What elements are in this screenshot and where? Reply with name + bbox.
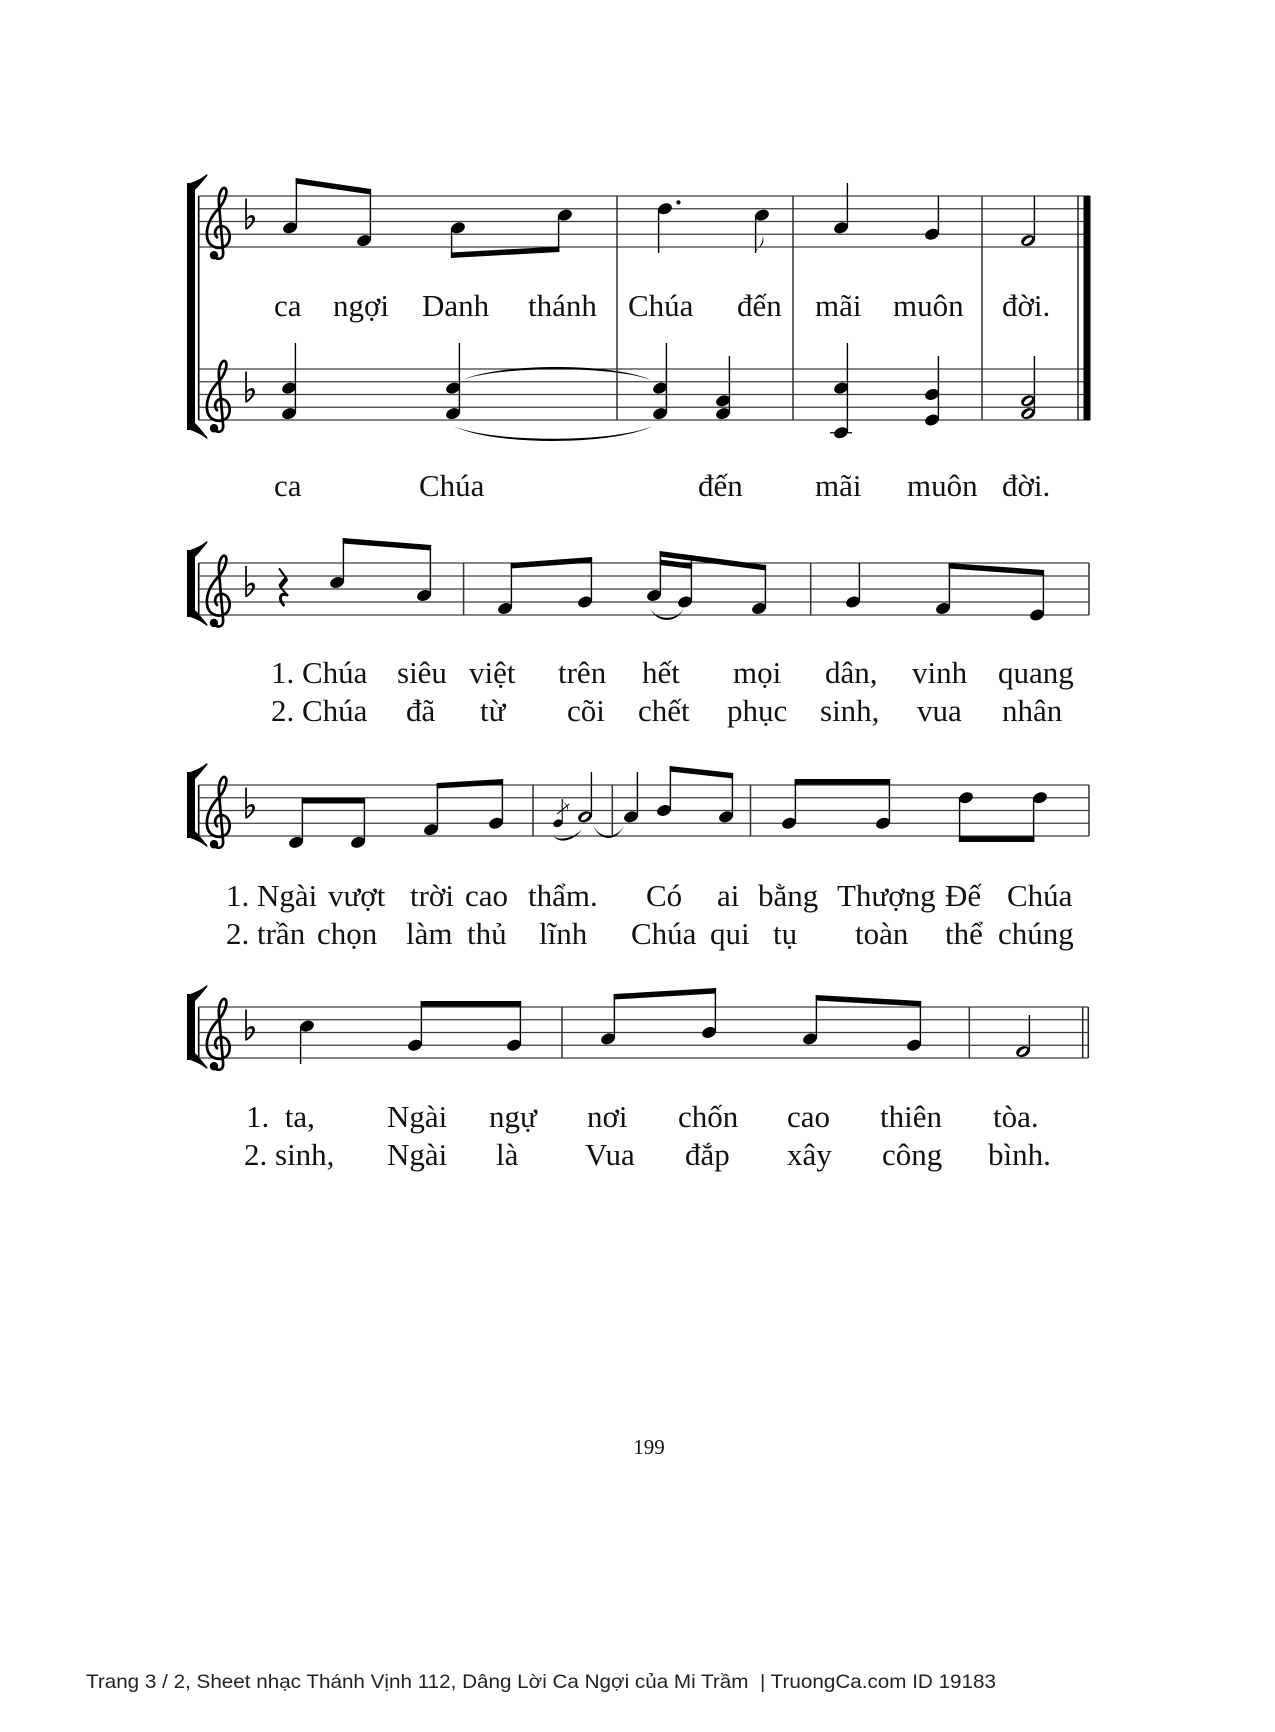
lyric-word: ngự bbox=[489, 1099, 537, 1134]
bracket-bottom-hook bbox=[187, 831, 208, 847]
note-G4-quarter bbox=[924, 196, 941, 242]
lyric-word: mọi bbox=[733, 655, 782, 690]
beam bbox=[795, 779, 890, 785]
flat-bulb bbox=[247, 388, 255, 403]
lyric-word: cao bbox=[787, 1099, 831, 1134]
rest-stroke bbox=[280, 579, 287, 587]
final-barline-thick bbox=[1084, 196, 1091, 420]
lyric-word: mãi bbox=[815, 288, 862, 323]
key-signature-flat-icon bbox=[245, 566, 255, 597]
lyric-word: thể bbox=[945, 916, 983, 951]
beam bbox=[451, 247, 559, 259]
lyric-word: 1. ta, bbox=[246, 1099, 315, 1134]
lyric-word: Chúa bbox=[631, 916, 697, 951]
lyric-word: Thượng bbox=[837, 878, 936, 913]
lyric-word: chốn bbox=[678, 1099, 739, 1134]
lyric-word: vượt bbox=[328, 878, 386, 913]
lyric-word: muôn bbox=[907, 468, 978, 503]
lyric-word: sinh, bbox=[820, 693, 880, 728]
lyric-word: 2. sinh, bbox=[244, 1137, 335, 1172]
lyric-word: chết bbox=[638, 693, 690, 728]
lyric-word: qui bbox=[710, 916, 750, 951]
lyric-word: Vua bbox=[585, 1137, 635, 1172]
key-signature-flat-icon bbox=[245, 1010, 255, 1041]
beam bbox=[343, 538, 431, 551]
bracket-top-hook bbox=[187, 985, 208, 1001]
lyric-word: 2. Chúa bbox=[271, 693, 368, 728]
lyric-word: quang bbox=[998, 655, 1074, 690]
lyric-word: cao bbox=[465, 878, 509, 913]
note-G4-eighth bbox=[407, 1001, 424, 1053]
lyric-word: trời bbox=[410, 878, 454, 913]
staff bbox=[199, 343, 1091, 503]
footer-caption: Trang 3 / 2, Sheet nhạc Thánh Vịnh 112, Dâng Lời Ca Ngợi của Mi Trầm | TruongCa.com ID 19183 bbox=[86, 1671, 996, 1693]
note-G4-eighth bbox=[906, 1001, 923, 1053]
note-C5-eighth bbox=[557, 208, 574, 252]
note-E4-eighth bbox=[1029, 570, 1046, 622]
lyric-word: thủ bbox=[467, 916, 507, 951]
quarter-rest-icon bbox=[280, 569, 288, 605]
lyric-word: ngợi bbox=[333, 288, 390, 323]
bracket-bottom-hook bbox=[187, 423, 208, 439]
lyric-word: tụ bbox=[773, 916, 798, 951]
treble-clef-stroke bbox=[207, 361, 230, 432]
key-signature-flat-icon bbox=[245, 788, 255, 819]
lyric-line-verse-2 bbox=[244, 1137, 1051, 1172]
treble-clef-ball bbox=[210, 424, 218, 432]
note-D5-eighth bbox=[958, 790, 975, 842]
lyric-word: thánh bbox=[528, 288, 597, 323]
treble-clef-ball bbox=[210, 840, 218, 848]
lyric-word: ca bbox=[274, 288, 302, 323]
flat-stem bbox=[245, 372, 247, 403]
tie-slur bbox=[453, 426, 653, 441]
flat-bulb bbox=[247, 582, 255, 597]
note-F4-half bbox=[1015, 1015, 1032, 1059]
lyric-word: bình. bbox=[988, 1137, 1051, 1172]
key-signature-flat-icon bbox=[245, 372, 255, 403]
tie-slur bbox=[650, 608, 684, 620]
note-flag bbox=[756, 236, 764, 253]
bracket-top-hook bbox=[187, 174, 208, 190]
note-A4-F4-half bbox=[1020, 356, 1037, 421]
lyric-word: đời. bbox=[1002, 468, 1051, 503]
treble-clef-ball bbox=[210, 619, 218, 627]
lyric-word: đã bbox=[406, 693, 436, 728]
note-A4-eighth bbox=[416, 545, 433, 603]
note-D4-eighth bbox=[288, 798, 305, 850]
lyric-word: cõi bbox=[567, 693, 605, 728]
note-A4-sixteenth bbox=[646, 551, 663, 603]
note-G4-eighth bbox=[781, 779, 798, 831]
lyric-word: toàn bbox=[855, 916, 909, 951]
lyric-word: Chúa bbox=[419, 468, 485, 503]
lyric-word: đời. bbox=[1002, 288, 1051, 323]
lyric-word: 1. Chúa bbox=[271, 655, 368, 690]
beam bbox=[296, 178, 371, 195]
flat-stem bbox=[245, 1010, 247, 1041]
score-systems bbox=[187, 174, 1091, 1172]
bracket-bottom-hook bbox=[187, 610, 208, 626]
lyric-word: nơi bbox=[587, 1099, 628, 1134]
lyric-word: là bbox=[496, 1137, 519, 1172]
lyric-word: 2. trần bbox=[226, 916, 306, 951]
lyric-word: vua bbox=[917, 693, 962, 728]
flat-stem bbox=[245, 199, 247, 230]
page-number: 199 bbox=[633, 1435, 665, 1459]
lyric-word: chọn bbox=[317, 916, 378, 951]
lyric-word: nhân bbox=[1002, 693, 1063, 728]
beam bbox=[660, 551, 766, 571]
beam bbox=[421, 1001, 521, 1007]
system-3 bbox=[187, 763, 1089, 951]
system-bracket bbox=[187, 994, 195, 1060]
lyric-word: trên bbox=[558, 655, 607, 690]
staff bbox=[199, 178, 1091, 323]
note-Bb4-eighth bbox=[701, 988, 718, 1040]
system-1 bbox=[187, 174, 1091, 503]
lyric-line-verse-2 bbox=[271, 693, 1063, 728]
flat-bulb bbox=[247, 215, 255, 230]
system-bracket bbox=[187, 183, 195, 430]
bracket-top-hook bbox=[187, 763, 208, 779]
lyric-word: thẩm. bbox=[528, 878, 598, 913]
lyric-word: ca bbox=[274, 468, 302, 503]
lyric-word: mãi bbox=[815, 468, 862, 503]
lyric-line-verse-1 bbox=[274, 288, 1050, 323]
lyric-word: xây bbox=[787, 1137, 832, 1172]
bracket-top-hook bbox=[187, 541, 208, 557]
lyric-word: vinh bbox=[912, 655, 968, 690]
grace-note-G4-eighth bbox=[552, 799, 569, 828]
note-A4-eighth bbox=[718, 773, 735, 824]
treble-clef-icon bbox=[207, 777, 230, 849]
lyric-word: hết bbox=[642, 655, 680, 690]
flat-bulb bbox=[247, 1026, 255, 1041]
beam bbox=[302, 798, 365, 804]
lyric-word: muôn bbox=[893, 288, 964, 323]
lyric-line-verse-1 bbox=[246, 1099, 1039, 1134]
lyric-word: thiên bbox=[880, 1099, 942, 1134]
system-2 bbox=[187, 538, 1089, 728]
bracket-bottom-hook bbox=[187, 1053, 208, 1069]
treble-clef-icon bbox=[207, 556, 230, 628]
treble-clef-stroke bbox=[207, 556, 230, 627]
secondary-beam bbox=[660, 560, 692, 570]
staff bbox=[199, 766, 1089, 951]
system-bracket bbox=[187, 550, 195, 617]
lyric-word: Ngài bbox=[387, 1099, 448, 1134]
tie-slur bbox=[553, 829, 582, 841]
lyric-word: phục bbox=[727, 693, 788, 728]
lyric-word: chúng bbox=[998, 916, 1074, 951]
note-G4-eighth bbox=[577, 557, 594, 609]
beam bbox=[670, 766, 733, 779]
note-G4-eighth bbox=[875, 779, 892, 831]
beam bbox=[949, 563, 1044, 576]
lyric-word: công bbox=[882, 1137, 943, 1172]
lyric-word: làm bbox=[406, 916, 453, 951]
system-bracket bbox=[187, 772, 195, 838]
system-4 bbox=[187, 985, 1088, 1172]
lyric-word: bằng bbox=[758, 878, 819, 913]
lyric-line-verse-1 bbox=[226, 878, 1073, 913]
lyric-word: đắp bbox=[685, 1137, 730, 1172]
grace-slash bbox=[557, 804, 569, 814]
note-F4-eighth bbox=[751, 565, 768, 616]
rest-stroke bbox=[280, 569, 287, 579]
note-Bb4-eighth bbox=[656, 766, 673, 818]
lyric-word: Chúa bbox=[1007, 878, 1073, 913]
note-G4-eighth bbox=[488, 779, 505, 831]
note-A4-eighth bbox=[282, 178, 299, 235]
treble-clef-stroke bbox=[207, 999, 230, 1070]
note-D4-eighth bbox=[350, 798, 367, 850]
lyric-word: Chúa bbox=[628, 288, 694, 323]
lyric-word: từ bbox=[480, 693, 506, 728]
beam bbox=[614, 988, 716, 1000]
beam bbox=[437, 779, 503, 789]
treble-clef-ball bbox=[210, 1062, 218, 1070]
lyric-line-verse-1 bbox=[271, 655, 1074, 690]
note-A4-F4-quarter bbox=[715, 356, 732, 421]
lyric-word: Đế bbox=[945, 878, 982, 913]
lyric-word: 1. Ngài bbox=[226, 878, 318, 913]
lyric-word: tòa. bbox=[993, 1099, 1039, 1134]
lyric-word: Ngài bbox=[387, 1137, 448, 1172]
beam bbox=[816, 995, 921, 1007]
lyric-word: đến bbox=[698, 468, 743, 503]
note-A4-eighth bbox=[802, 995, 819, 1046]
lyric-word: siêu bbox=[397, 655, 447, 690]
key-signature-flat-icon bbox=[245, 199, 255, 230]
lyric-word: Có bbox=[646, 878, 683, 913]
note-C5-quarter bbox=[299, 1019, 316, 1064]
lyric-word: Danh bbox=[422, 288, 490, 323]
lyric-word: ai bbox=[717, 878, 740, 913]
lyric-word: lĩnh bbox=[539, 916, 588, 951]
rest-stroke bbox=[280, 594, 287, 605]
lyric-word: đến bbox=[737, 288, 782, 323]
note-Bb4-E4-quarter bbox=[924, 356, 941, 427]
staff bbox=[199, 538, 1089, 728]
flat-stem bbox=[245, 566, 247, 597]
note-C5-C4-quarter bbox=[830, 343, 852, 440]
augmentation-dot bbox=[676, 200, 680, 204]
note-C5-eighth bbox=[329, 538, 346, 590]
flat-stem bbox=[245, 788, 247, 819]
treble-clef-icon bbox=[207, 188, 230, 260]
treble-clef-stroke bbox=[207, 777, 230, 848]
treble-clef-ball bbox=[210, 251, 218, 259]
lyric-word: dân, bbox=[825, 655, 878, 690]
treble-clef-icon bbox=[207, 999, 230, 1071]
lyric-line-verse-1 bbox=[274, 468, 1050, 503]
note-F4-eighth bbox=[356, 189, 373, 248]
lyric-word: việt bbox=[469, 655, 516, 690]
treble-clef-stroke bbox=[207, 188, 230, 259]
note-D5-eighth bbox=[1032, 790, 1049, 842]
beam bbox=[511, 557, 592, 569]
staff bbox=[199, 988, 1089, 1172]
beam bbox=[959, 837, 1034, 843]
treble-clef-icon bbox=[207, 361, 230, 433]
lyric-line-verse-2 bbox=[226, 916, 1074, 951]
note-G4-eighth bbox=[506, 1001, 523, 1053]
flat-bulb bbox=[247, 804, 255, 819]
note-G4-quarter bbox=[845, 563, 862, 609]
note-C5-eighth bbox=[754, 208, 771, 253]
